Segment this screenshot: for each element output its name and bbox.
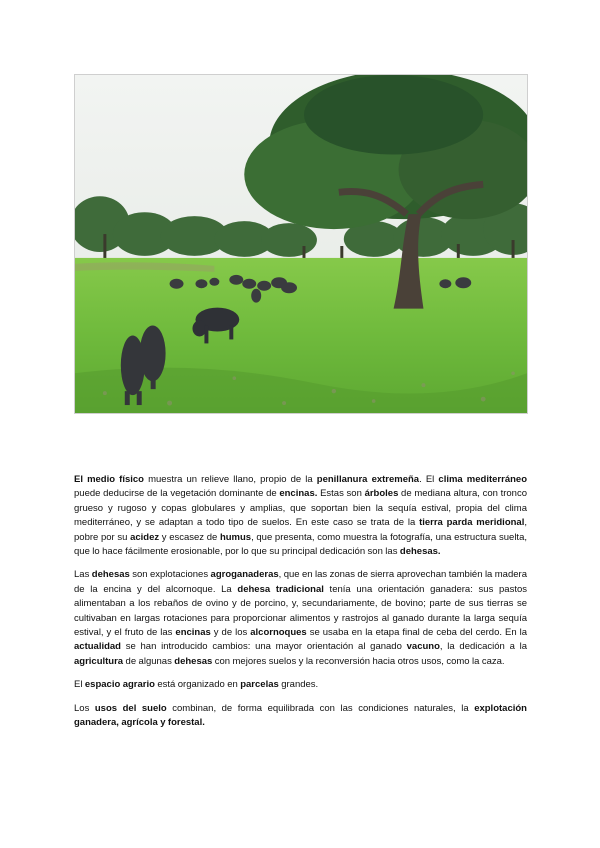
text-run: está organizado en — [154, 679, 241, 691]
bold-term: dehesas. — [399, 546, 441, 558]
text-run: y de los — [210, 627, 251, 639]
bold-term: encinas — [175, 627, 211, 639]
dehesa-photo-illustration — [75, 75, 527, 413]
bold-term: dehesas — [91, 569, 130, 581]
bold-term: dehesas — [174, 655, 213, 667]
bold-term: explotación ganadera, agrícola y forestal. — [74, 702, 527, 729]
paragraph-dehesas — [74, 568, 527, 669]
text-run: muestra un relieve llano, propio de la — [143, 474, 317, 485]
bold-term: árboles — [364, 488, 399, 500]
bold-term: agricultura — [74, 655, 124, 667]
bold-term: alcornoques — [250, 627, 307, 639]
bold-term: encinas. — [279, 488, 318, 500]
bold-term: vacuno — [406, 641, 440, 653]
text-run: puede deducirse de la vegetación dominante de — [74, 488, 280, 500]
dehesa-photo — [74, 74, 528, 414]
text-run: de mediana altura, con tronco grueso y rugoso y copas globulares y amplias, que soportan bien la sequía estival, propia del clima mediterráneo, y se adaptan a todo tipo de suelos. En este caso se trata de la — [74, 488, 527, 529]
bold-term: usos del suelo — [94, 702, 167, 714]
text-run: , que presenta, como muestra la fotografía, una estructura suelta, que lo hace fácilmente erosionable, por lo que su principal dedicación son las — [74, 531, 527, 558]
text-run: , pobre por su — [74, 517, 527, 543]
text-run: Los — [74, 702, 95, 714]
text-run: Estas son — [317, 488, 365, 500]
bold-term: actualidad — [74, 641, 121, 653]
text-run: de algunas — [123, 655, 175, 667]
paragraph-land-uses — [74, 702, 527, 731]
bold-term: tierra parda meridional — [419, 517, 525, 529]
text-run: , la dedicación a la — [439, 641, 527, 653]
text-run: , que en las zonas de sierra aprovechan también la madera de la encina y del alcornoque. La — [74, 569, 527, 595]
bold-term: espacio agrario — [84, 679, 155, 691]
text-run: con mejores suelos y la reconversión hacia otros usos, como la caza. — [212, 655, 505, 667]
paragraph-physical-environment — [74, 473, 527, 559]
body-text — [74, 473, 527, 740]
bold-term: dehesa tradicional — [237, 583, 324, 595]
text-run: tenía una orientación ganadera: sus pastos alimentaban a los rebaños de ovino y de porcino, y, secundariamente, de bovino; parte de sus tierras se cultivaban en largas rotaciones para proporcionar alimentos y rastrojos al ganado durante la larga sequía estival, y el fruto de las — [74, 583, 527, 639]
bold-term: acidez — [130, 531, 160, 543]
text-run: . El — [419, 474, 439, 485]
text-run: combinan, de forma equilibrada con las condiciones naturales, la — [166, 702, 475, 714]
text-run: Las — [74, 569, 92, 581]
bold-term: El medio físico — [74, 474, 144, 485]
text-run: grandes. — [278, 679, 319, 691]
text-run: El — [74, 679, 85, 691]
bold-term: parcelas — [240, 679, 279, 691]
paragraph-agrarian-space — [74, 678, 527, 692]
bold-term: penillanura extremeña — [316, 474, 420, 485]
bold-term: agroganaderas — [210, 569, 279, 581]
bold-term: humus — [219, 531, 252, 543]
text-run: son explotaciones — [129, 569, 211, 581]
text-run: se han introducido cambios: una mayor orientación al ganado — [121, 641, 407, 653]
text-run: y escasez de — [159, 531, 220, 543]
text-run: se usaba en la etapa final de ceba del cerdo. En la — [306, 627, 527, 639]
bold-term: clima mediterráneo — [438, 474, 527, 485]
